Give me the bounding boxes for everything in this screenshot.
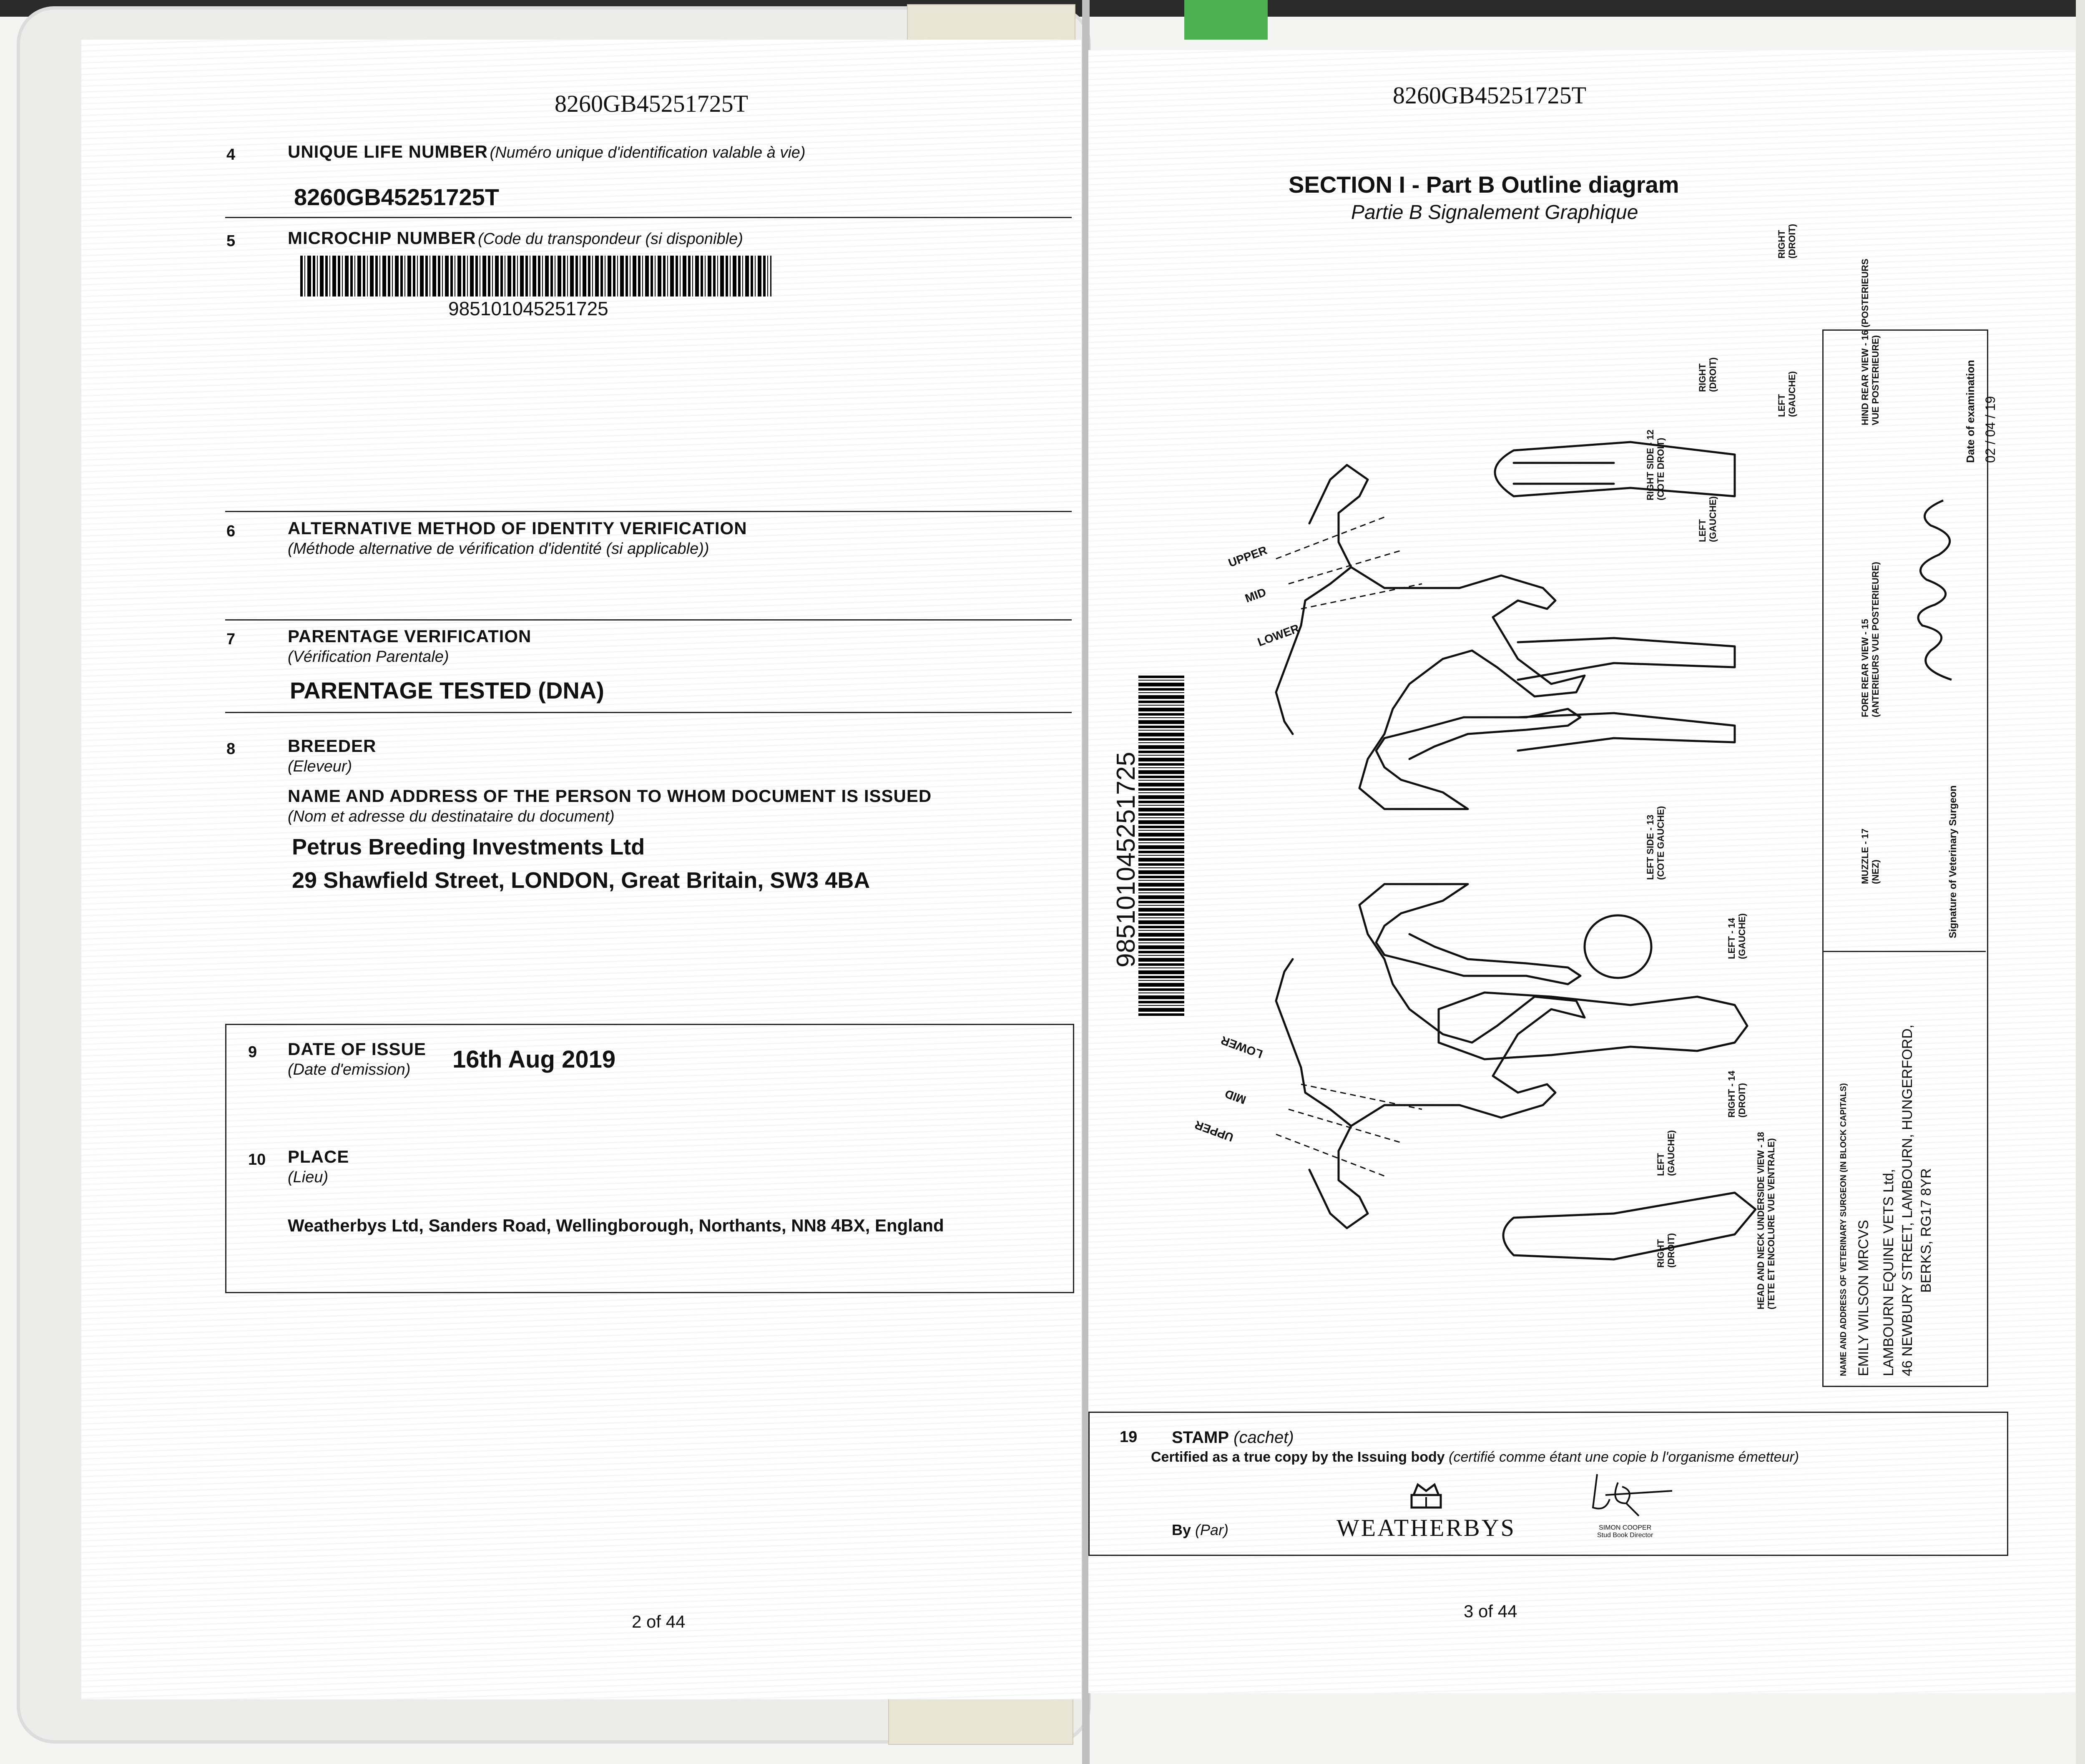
label-left-14-fr: (GAUCHE) bbox=[1737, 913, 1748, 959]
scan-right-edge bbox=[2076, 0, 2085, 1764]
label-right-14-text: RIGHT - 14 bbox=[1726, 1070, 1737, 1118]
field-8-label2: NAME AND ADDRESS OF THE PERSON TO WHOM DOCUMENT IS ISSUED bbox=[288, 786, 932, 806]
label-fore-rear-fr: (ANTERIEURS VUE POSTERIEURE) bbox=[1870, 562, 1881, 717]
certified-text-fr: (certifié comme étant une copie b l'organisme émetteur) bbox=[1449, 1449, 1799, 1465]
field-8-label-fr: (Eleveur) bbox=[288, 758, 352, 775]
divider bbox=[225, 712, 1072, 713]
date-of-issue: 16th Aug 2019 bbox=[452, 1046, 616, 1073]
left-page bbox=[81, 40, 1081, 1699]
field-5-label-fr: (Code du transpondeur (si disponible) bbox=[478, 230, 743, 248]
vet-signature bbox=[1906, 488, 1968, 684]
label-right-hind-text: RIGHT bbox=[1776, 230, 1787, 259]
label-muzzle-fr: (NEZ) bbox=[1870, 859, 1881, 884]
issuer-signature bbox=[1580, 1466, 1676, 1520]
breeder-name: Petrus Breeding Investments Ltd bbox=[292, 834, 645, 859]
right-side-horse-outline bbox=[1309, 465, 1585, 809]
label-left-hind bbox=[1776, 371, 1798, 417]
vet-signature-label: Signature of Veterinary Surgeon bbox=[1947, 785, 1959, 938]
divider bbox=[225, 511, 1072, 512]
label-right-side bbox=[1645, 430, 1666, 500]
label-left-side-fr: (COTE GAUCHE) bbox=[1655, 806, 1666, 880]
field-4-label-fr: (Numéro unique d'identification valable à vie) bbox=[490, 144, 806, 161]
signatory-name: SIMON COOPER bbox=[1599, 1524, 1652, 1531]
by-label: By bbox=[1172, 1521, 1191, 1538]
label-hind-rear-fr: VUE POSTERIEURE) bbox=[1870, 335, 1881, 425]
divider bbox=[225, 619, 1072, 621]
signatory-block bbox=[1597, 1524, 1653, 1539]
breeder-address: 29 Shawfield Street, LONDON, Great Britain, SW3 4BA bbox=[292, 868, 870, 893]
by-row bbox=[1172, 1521, 1228, 1539]
label-hind-rear-text: HIND REAR VIEW - 16 (POSTERIEURS bbox=[1860, 259, 1870, 425]
certified-row bbox=[1151, 1449, 1799, 1465]
muzzle-outline bbox=[1585, 915, 1651, 978]
field-5-label: MICROCHIP NUMBER bbox=[288, 228, 476, 248]
label-left-neck-text: LEFT bbox=[1655, 1153, 1666, 1176]
label-upper: UPPER bbox=[1226, 543, 1269, 570]
label-left-fr: (GAUCHE) bbox=[1708, 496, 1718, 542]
field-7-label: PARENTAGE VERIFICATION bbox=[288, 626, 532, 646]
label-left-neck-fr: (GAUCHE) bbox=[1666, 1130, 1677, 1176]
field-8-number: 8 bbox=[226, 740, 236, 758]
stamp-label-fr: (cachet) bbox=[1233, 1428, 1294, 1447]
page-number: 3 of 44 bbox=[1464, 1601, 1517, 1621]
field-5-number: 5 bbox=[226, 232, 236, 250]
label-upper-bottom: UPPER bbox=[1193, 1118, 1236, 1144]
page-number: 2 of 44 bbox=[632, 1612, 686, 1631]
label-right-side-fr: (COTE DROIT) bbox=[1655, 437, 1666, 500]
field-5-label-row bbox=[288, 228, 743, 248]
label-right-hind-fr: (DROIT) bbox=[1787, 224, 1798, 259]
field-9-label-fr: (Date d'emission) bbox=[288, 1061, 411, 1078]
field-9-number: 9 bbox=[248, 1043, 257, 1061]
label-left-hind-fr: (GAUCHE) bbox=[1787, 371, 1798, 417]
left-side-horse-mane bbox=[1276, 959, 1351, 1126]
label-right-neck bbox=[1655, 1233, 1677, 1268]
right-side-horse-mane bbox=[1276, 567, 1351, 734]
field-10-label: PLACE bbox=[288, 1147, 349, 1166]
section-title: SECTION I - Part B Outline diagram bbox=[1289, 171, 1679, 198]
divider bbox=[225, 217, 1072, 218]
parentage-value: PARENTAGE TESTED (DNA) bbox=[290, 677, 604, 704]
vet-address-line2: BERKS, RG17 8YR bbox=[1918, 1168, 1934, 1293]
top-view-outline bbox=[1439, 993, 1747, 1059]
label-left-text: LEFT bbox=[1697, 519, 1708, 542]
section-subtitle: Partie B Signalement Graphique bbox=[1351, 201, 1638, 224]
label-right-text: RIGHT bbox=[1697, 363, 1708, 392]
vet-address-line1: 46 NEWBURY STREET, LAMBOURN, HUNGERFORD, bbox=[1899, 1024, 1915, 1376]
label-right-side-text: RIGHT SIDE - 12 bbox=[1645, 430, 1655, 500]
label-right-neck-fr: (DROIT) bbox=[1666, 1233, 1677, 1268]
label-right-hind bbox=[1776, 224, 1798, 259]
vet-panel-divider bbox=[1822, 951, 1986, 952]
weatherbys-logo: WEATHERBYS bbox=[1336, 1514, 1516, 1541]
stamp-label-row bbox=[1172, 1428, 1294, 1447]
stamp-number: 19 bbox=[1120, 1428, 1138, 1446]
label-mid: MID bbox=[1243, 585, 1268, 605]
signatory-title: Stud Book Director bbox=[1597, 1531, 1653, 1539]
microchip-barcode bbox=[300, 256, 771, 297]
head-neck-underside bbox=[1503, 1193, 1756, 1259]
label-right-14-fr: (DROIT) bbox=[1737, 1083, 1748, 1118]
certified-text: Certified as a true copy by the Issuing body bbox=[1151, 1449, 1445, 1465]
vet-name: EMILY WILSON MRCVS bbox=[1856, 1220, 1871, 1376]
label-head-neck-fr: (TETE ET ENCOLURE VUE VENTRALE) bbox=[1766, 1138, 1777, 1309]
label-left-hind-text: LEFT bbox=[1776, 394, 1787, 417]
cream-tab-bottom bbox=[888, 1697, 1073, 1745]
label-right-fr: (DROIT) bbox=[1708, 357, 1718, 392]
green-tab bbox=[1184, 0, 1268, 40]
label-left-14 bbox=[1726, 913, 1748, 959]
field-9-label: DATE OF ISSUE bbox=[288, 1039, 426, 1059]
neck-section-lines bbox=[1276, 517, 1422, 1176]
hind-rear-view bbox=[1495, 442, 1735, 496]
field-8-label2-fr: (Nom et adresse du destinataire du document) bbox=[288, 808, 615, 825]
label-lower-bottom: LOWER bbox=[1219, 1033, 1265, 1061]
field-7-number: 7 bbox=[226, 631, 236, 648]
label-mid-bottom: MID bbox=[1223, 1087, 1248, 1107]
label-fore-rear-text: FORE REAR VIEW - 15 bbox=[1860, 619, 1870, 717]
right-page bbox=[1088, 50, 2077, 1693]
id-header: 8260GB45251725T bbox=[1393, 82, 1586, 109]
label-left-side-text: LEFT SIDE - 13 bbox=[1645, 814, 1655, 880]
field-6-label: ALTERNATIVE METHOD OF IDENTITY VERIFICATION bbox=[288, 518, 747, 538]
label-right-fore bbox=[1697, 357, 1718, 392]
field-8-label: BREEDER bbox=[288, 736, 377, 756]
id-header: 8260GB45251725T bbox=[555, 90, 748, 117]
label-left-neck bbox=[1655, 1130, 1677, 1176]
field-4-label: UNIQUE LIFE NUMBER bbox=[288, 142, 488, 161]
field-10-label-fr: (Lieu) bbox=[288, 1168, 329, 1186]
exam-date-label: Date of examination bbox=[1964, 359, 1977, 463]
stamp-label: STAMP bbox=[1172, 1428, 1229, 1447]
vet-name-label: NAME AND ADDRESS OF VETERINARY SURGEON (IN BLOCK CAPITALS) bbox=[1839, 1083, 1848, 1376]
place-of-issue: Weatherbys Ltd, Sanders Road, Wellingborough, Northants, NN8 4BX, England bbox=[288, 1216, 944, 1235]
label-right-neck-text: RIGHT bbox=[1655, 1239, 1666, 1268]
field-4-number: 4 bbox=[226, 146, 236, 163]
exam-date: 02 / 04 / 19 bbox=[1983, 396, 1998, 463]
label-left-fore bbox=[1697, 496, 1718, 542]
by-label-fr: (Par) bbox=[1195, 1521, 1229, 1538]
label-head-neck bbox=[1756, 1132, 1777, 1309]
field-6-label-fr: (Méthode alternative de vérification d'identité (si applicable)) bbox=[288, 540, 709, 558]
label-right-14 bbox=[1726, 1071, 1748, 1118]
label-lower: LOWER bbox=[1256, 621, 1301, 649]
vet-practice: LAMBOURN EQUINE VETS Ltd, bbox=[1881, 1169, 1897, 1376]
field-10-number: 10 bbox=[248, 1151, 266, 1168]
label-muzzle-text: MUZZLE - 17 bbox=[1860, 828, 1870, 884]
label-left-side bbox=[1645, 806, 1666, 880]
field-6-number: 6 bbox=[226, 523, 236, 540]
weatherbys-crest-icon bbox=[1407, 1478, 1445, 1512]
field-4-label-row bbox=[288, 142, 806, 162]
label-head-neck-text: HEAD AND NECK UNDERSIDE VIEW - 18 bbox=[1756, 1132, 1766, 1309]
microchip-number: 985101045251725 bbox=[448, 298, 608, 319]
unique-life-number: 8260GB45251725T bbox=[294, 184, 499, 210]
label-left-14-text: LEFT - 14 bbox=[1726, 917, 1737, 959]
field-7-label-fr: (Vérification Parentale) bbox=[288, 648, 449, 666]
microchip-number-vertical: 985101045251725 bbox=[1112, 751, 1140, 967]
